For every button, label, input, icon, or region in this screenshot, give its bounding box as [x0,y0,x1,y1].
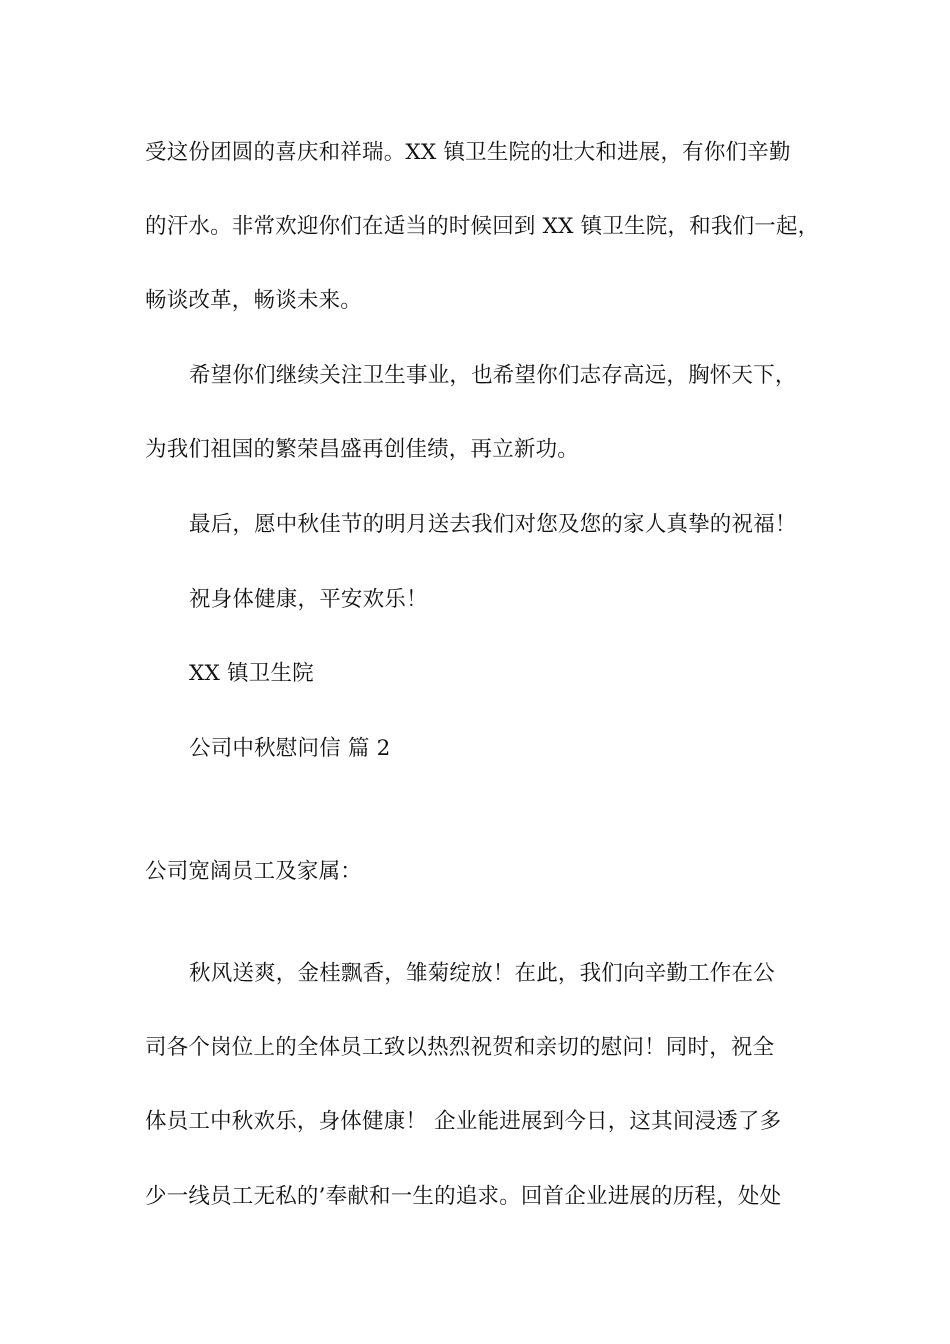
paragraph-8-line-1: 秋风送爽，金桂飘香，雏菊绽放！在此，我们向辛勤工作在公 [189,961,775,986]
paragraph-2-line-2: 为我们祖国的繁荣昌盛再创佳绩，再立新功。 [145,437,580,462]
paragraph-1-line-1: 受这份团圆的喜庆和祥瑞。XX 镇卫生院的壮大和进展，有你们辛勤 [145,140,791,165]
paragraph-8-line-3: 体员工中秋欢乐，身体健康！ 企业能进展到今日，这其间浸透了多 [145,1109,782,1134]
section-heading: 公司中秋慰问信 篇 2 [189,736,391,761]
paragraph-1-line-3: 畅谈改革，畅谈未来。 [145,288,363,313]
paragraph-2-line-1: 希望你们继续关注卫生事业，也希望你们志存高远，胸怀天下， [189,363,797,388]
signature-sender: XX 镇卫生院 [189,661,314,686]
closing-salutation: 祝身体健康，平安欢乐！ [189,587,428,612]
paragraph-8-line-4: 少一线员工无私的’奉献和一生的追求。回首企业进展的历程，处处 [145,1184,782,1209]
closing-wishes: 最后，愿中秋佳节的明月送去我们对您及您的家人真挚的祝福！ [189,512,797,537]
paragraph-8-line-2: 司各个岗位上的全体员工致以热烈祝贺和亲切的慰问！同时，祝全 [145,1035,775,1060]
paragraph-1-line-2: 的汗水。非常欢迎你们在适当的时候回到 XX 镇卫生院，和我们一起， [145,214,820,239]
letter-greeting: 公司宽阔员工及家属： [145,859,363,884]
